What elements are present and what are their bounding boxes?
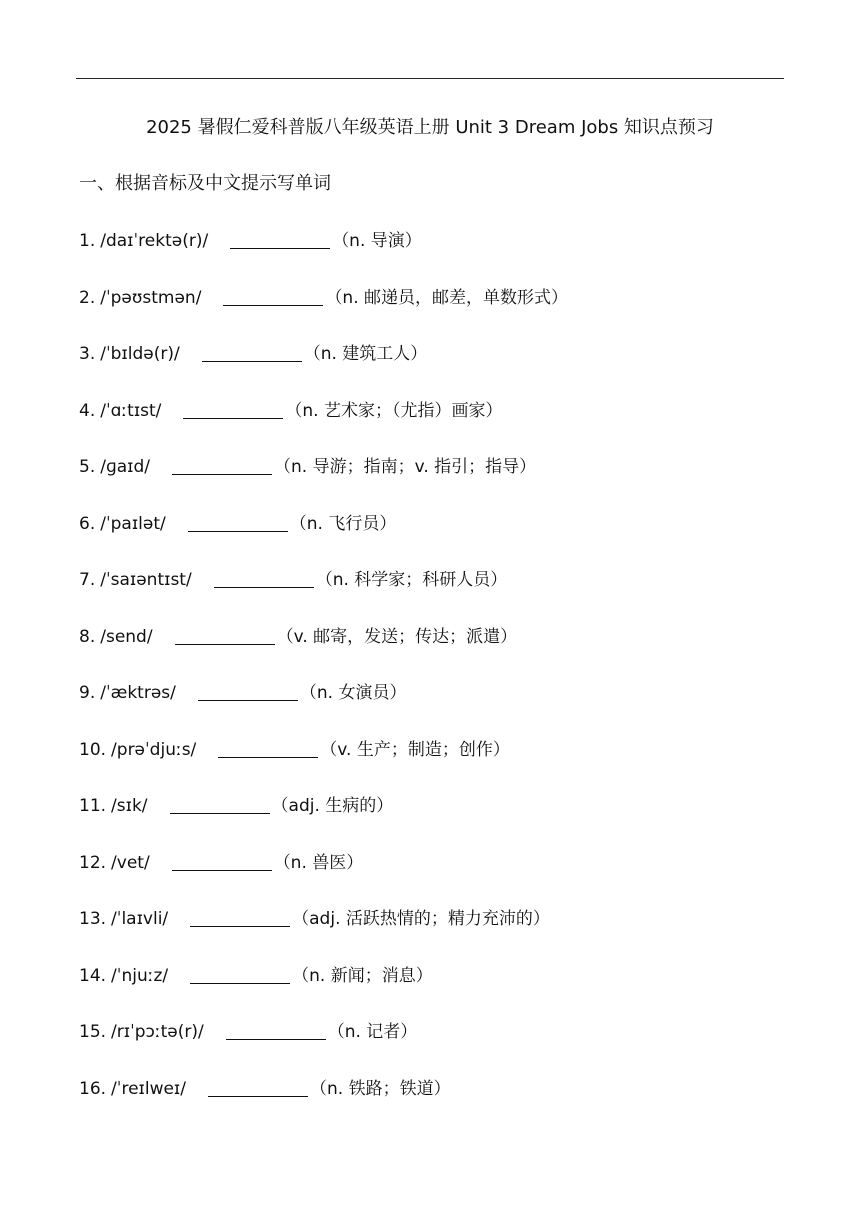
item-phonetic: /ˈpaɪlət/: [100, 513, 166, 534]
exercise-list: [79, 229, 799, 1133]
item-hint: （n. 导演）: [332, 231, 422, 251]
exercise-item: [79, 229, 799, 286]
item-hint: （n. 记者）: [327, 1022, 418, 1042]
answer-blank[interactable]: [175, 625, 275, 645]
item-phonetic: /ˈlaɪvli/: [111, 909, 169, 929]
exercise-item: [79, 1077, 799, 1134]
item-number: 6.: [79, 513, 96, 534]
item-phonetic: /ˈbɪldə(r)/: [100, 344, 180, 364]
item-number: 9.: [79, 683, 96, 703]
exercise-item: [79, 738, 799, 795]
item-number: 7.: [79, 570, 96, 590]
answer-blank[interactable]: [198, 681, 298, 701]
answer-blank[interactable]: [170, 794, 270, 814]
section-heading: 一、根据音标及中文提示写单词: [79, 173, 331, 194]
item-hint: （n. 铁路；铁道）: [309, 1078, 451, 1099]
item-number: 10.: [79, 739, 107, 760]
answer-blank[interactable]: [188, 512, 288, 532]
item-phonetic: /daɪˈrektə(r)/: [100, 231, 209, 251]
item-phonetic: /vet/: [111, 852, 150, 873]
item-hint: （n. 兽医）: [273, 852, 364, 873]
item-hint: （n. 新闻；消息）: [292, 965, 433, 986]
item-number: 1.: [79, 231, 96, 251]
item-hint: （n. 建筑工人）: [303, 344, 428, 364]
item-phonetic: /ˈsaɪəntɪst/: [100, 570, 192, 590]
exercise-item: [79, 399, 799, 456]
answer-blank[interactable]: [226, 1020, 326, 1040]
exercise-item: [79, 907, 799, 964]
answer-blank[interactable]: [223, 286, 323, 306]
item-number: 12.: [79, 852, 107, 873]
item-hint: （n. 导游；指南；v. 指引；指导）: [274, 457, 537, 477]
item-number: 2.: [79, 287, 96, 308]
exercise-item: [79, 625, 799, 682]
exercise-item: [79, 1020, 799, 1077]
item-number: 4.: [79, 400, 96, 421]
item-number: 13.: [79, 909, 107, 929]
item-hint: （n. 飞行员）: [289, 513, 397, 534]
answer-blank[interactable]: [202, 342, 302, 362]
item-hint: （n. 艺术家；（尤指）画家）: [285, 400, 503, 421]
item-number: 11.: [79, 796, 107, 816]
item-hint: （v. 生产；制造；创作）: [320, 739, 510, 760]
answer-blank[interactable]: [190, 964, 290, 984]
exercise-item: [79, 681, 799, 738]
item-hint: （n. 科学家；科研人员）: [315, 570, 508, 590]
item-number: 14.: [79, 965, 107, 986]
answer-blank[interactable]: [190, 907, 290, 927]
exercise-item: [79, 512, 799, 569]
document-title: 2025 暑假仁爱科普版八年级英语上册 Unit 3 Dream Jobs 知识点预习: [146, 117, 714, 138]
item-phonetic: /ˈpəʊstmən/: [100, 287, 202, 308]
item-phonetic: /rɪˈpɔːtə(r)/: [111, 1022, 204, 1042]
item-phonetic: /ɡaɪd/: [100, 457, 151, 477]
answer-blank[interactable]: [172, 851, 272, 871]
item-hint: （adj. 生病的）: [271, 796, 394, 816]
answer-blank[interactable]: [172, 455, 272, 475]
exercise-item: [79, 286, 799, 343]
item-number: 5.: [79, 457, 96, 477]
exercise-item: [79, 568, 799, 625]
item-number: 15.: [79, 1022, 107, 1042]
item-hint: （n. 女演员）: [299, 683, 407, 703]
item-number: 8.: [79, 626, 96, 647]
item-number: 16.: [79, 1078, 107, 1099]
item-phonetic: /sɪk/: [111, 796, 148, 816]
item-phonetic: /send/: [100, 626, 153, 647]
item-phonetic: /ˈnjuːz/: [111, 965, 169, 986]
item-phonetic: /ˈreɪlweɪ/: [111, 1078, 186, 1099]
item-phonetic: /ˈæktrəs/: [100, 683, 176, 703]
exercise-item: [79, 794, 799, 851]
item-phonetic: /ˈɑːtɪst/: [100, 400, 162, 421]
answer-blank[interactable]: [218, 738, 318, 758]
answer-blank[interactable]: [183, 399, 283, 419]
exercise-item: [79, 851, 799, 908]
exercise-item: [79, 964, 799, 1021]
item-hint: （adj. 活跃热情的；精力充沛的）: [292, 909, 550, 929]
answer-blank[interactable]: [230, 229, 330, 249]
answer-blank[interactable]: [214, 568, 314, 588]
item-phonetic: /prəˈdjuːs/: [111, 739, 197, 760]
answer-blank[interactable]: [208, 1077, 308, 1097]
exercise-item: [79, 455, 799, 512]
item-hint: （v. 邮寄，发送；传达；派遣）: [276, 626, 518, 647]
header-divider: [76, 78, 784, 79]
item-hint: （n. 邮递员，邮差，单数形式）: [325, 287, 569, 308]
exercise-item: [79, 342, 799, 399]
item-number: 3.: [79, 344, 96, 364]
